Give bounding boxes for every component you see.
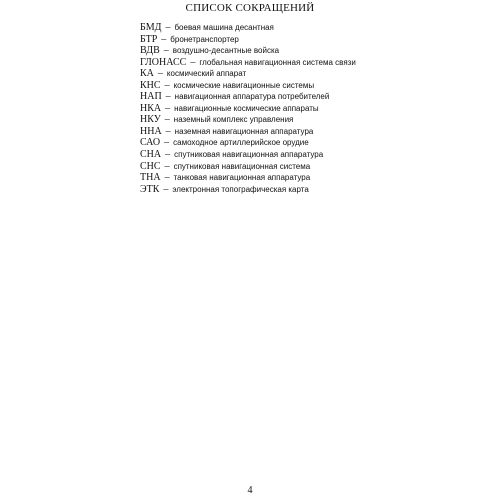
abbreviation-definition: бронетранспортер: [170, 34, 239, 44]
separator-dash: –: [165, 149, 171, 161]
separator-dash: –: [165, 22, 171, 33]
separator-dash: –: [164, 79, 170, 91]
abbreviation-definition: спутниковая навигационная система: [173, 161, 311, 171]
separator-dash: –: [165, 91, 171, 103]
list-item: [140, 172, 356, 184]
abbreviation-term: СНС: [140, 160, 161, 172]
separator-dash: –: [164, 137, 170, 149]
abbreviation-term: БМД: [140, 22, 162, 33]
abbreviation-term: СНА: [140, 149, 162, 161]
list-item: [140, 45, 356, 57]
list-item: [140, 91, 356, 103]
separator-dash: –: [163, 183, 169, 195]
abbreviation-list: [140, 22, 356, 195]
list-item: [140, 22, 356, 34]
separator-dash: –: [165, 125, 171, 137]
abbreviation-definition: спутниковая навигационная аппаратура: [174, 150, 324, 160]
list-item: [140, 80, 356, 92]
list-item: [140, 103, 356, 115]
abbreviation-definition: космический аппарат: [166, 69, 247, 79]
abbreviation-definition: самоходное артиллерийское орудие: [173, 138, 309, 148]
separator-dash: –: [164, 160, 170, 172]
abbreviation-term: КНС: [140, 79, 161, 91]
abbreviation-definition: навигационные космические аппараты: [174, 103, 319, 113]
list-item: [140, 126, 356, 138]
list-item: [140, 149, 356, 161]
abbreviation-definition: глобальная навигационная система связи: [199, 57, 356, 67]
abbreviation-term: НКА: [140, 102, 162, 114]
separator-dash: –: [161, 33, 167, 45]
abbreviation-term: БТР: [140, 33, 158, 45]
abbreviation-definition: наземный комплекс управления: [173, 115, 294, 125]
list-item: [140, 137, 356, 149]
abbreviation-term: НКУ: [140, 114, 161, 126]
separator-dash: –: [164, 114, 170, 126]
abbreviation-term: ННА: [140, 125, 162, 137]
abbreviation-definition: космические навигационные системы: [173, 80, 315, 90]
list-item: [140, 184, 356, 196]
list-item: [140, 57, 356, 69]
abbreviation-term: ЭТК: [140, 183, 160, 195]
abbreviation-definition: наземная навигационная аппаратура: [174, 126, 314, 136]
abbreviation-term: НАП: [140, 91, 162, 103]
separator-dash: –: [190, 56, 196, 68]
separator-dash: –: [157, 68, 163, 80]
separator-dash: –: [163, 45, 169, 57]
abbreviation-term: САО: [140, 137, 161, 149]
abbreviation-definition: боевая машина десантная: [174, 23, 274, 32]
abbreviation-definition: электронная топографическая карта: [172, 184, 309, 194]
list-item: [140, 114, 356, 126]
list-item: [140, 161, 356, 173]
abbreviation-definition: танковая навигационная аппаратура: [173, 173, 311, 183]
abbreviation-term: КА: [140, 68, 154, 80]
list-item: [140, 68, 356, 80]
abbreviation-term: ТНА: [140, 172, 161, 184]
abbreviation-term: ГЛОНАСС: [140, 56, 187, 68]
separator-dash: –: [164, 172, 170, 184]
page-title: СПИСОК СОКРАЩЕНИЙ: [185, 2, 315, 14]
separator-dash: –: [165, 102, 171, 114]
abbreviation-definition: навигационная аппаратура потребителей: [174, 92, 330, 102]
page-number: 4: [247, 485, 253, 496]
list-item: [140, 34, 356, 46]
abbreviation-definition: воздушно-десантные войска: [172, 46, 280, 56]
abbreviation-term: ВДВ: [140, 45, 160, 57]
